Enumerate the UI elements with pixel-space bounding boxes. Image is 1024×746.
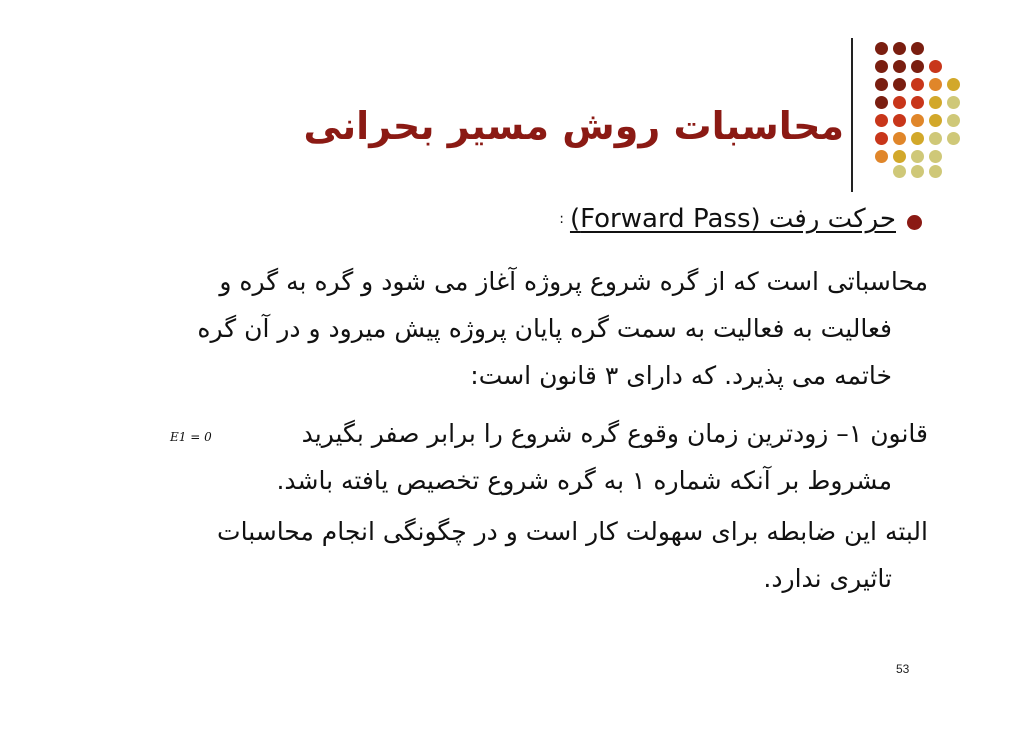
decorative-dot <box>947 132 960 145</box>
decorative-dot <box>929 96 942 109</box>
decorative-dot <box>875 114 888 127</box>
paragraph-line: محاسباتی است که از گره شروع پروژه آغاز می شود و گره به گره و <box>219 267 928 296</box>
decorative-dot <box>893 150 906 163</box>
decorative-dot <box>929 60 942 73</box>
bullet-colon: : <box>559 211 564 228</box>
bullet-heading-text: حرکت رفت (Forward Pass) <box>569 204 896 234</box>
decorative-dot <box>911 78 924 91</box>
paragraph-note <box>217 508 928 602</box>
decorative-dot <box>875 96 888 109</box>
decorative-dot <box>893 60 906 73</box>
decorative-dot <box>911 96 924 109</box>
page-number: 53 <box>896 662 910 676</box>
decorative-dot <box>911 150 924 163</box>
decorative-dot <box>893 132 906 145</box>
decorative-dot <box>875 42 888 55</box>
decorative-dot <box>929 165 942 178</box>
slide-title: محاسبات روش مسير بحرانی <box>303 104 844 148</box>
paragraph-line: البته این ضابطه برای سهولت کار است و در چگونگی انجام محاسبات <box>217 517 928 546</box>
decorative-dot <box>875 78 888 91</box>
decorative-dot <box>911 60 924 73</box>
decorative-dot <box>875 60 888 73</box>
decorative-dot <box>929 114 942 127</box>
paragraph-line: خاتمه می پذیرد. که دارای ۳ قانون است: <box>470 361 892 390</box>
decorative-dot <box>947 114 960 127</box>
decorative-dot <box>947 78 960 91</box>
title-divider-line <box>851 38 853 192</box>
decorative-dot <box>893 78 906 91</box>
decorative-dot <box>875 150 888 163</box>
decorative-dot <box>893 42 906 55</box>
decorative-dot <box>893 114 906 127</box>
decorative-dot <box>947 96 960 109</box>
decorative-dot <box>929 132 942 145</box>
bullet-icon <box>907 215 922 230</box>
decorative-dot <box>929 150 942 163</box>
decorative-dot <box>929 78 942 91</box>
bullet-heading <box>559 203 896 237</box>
paragraph-rule-1 <box>276 410 928 504</box>
paragraph-line: فعالیت به فعالیت به سمت گره پایان پروژه پیش میرود و در آن گره <box>197 314 892 343</box>
formula-e1-equals-zero: E1 = 0 <box>170 430 212 444</box>
decorative-dot <box>911 165 924 178</box>
decorative-dot <box>911 42 924 55</box>
paragraph-line: قانون ۱– زودترین زمان وقوع گره شروع را برابر صفر بگیرید <box>301 419 928 448</box>
decorative-dot-grid <box>0 0 1024 200</box>
decorative-dot <box>875 132 888 145</box>
paragraph-line: تاثیری ندارد. <box>763 564 892 593</box>
decorative-dot <box>911 114 924 127</box>
decorative-dot <box>911 132 924 145</box>
decorative-dot <box>893 96 906 109</box>
paragraph-forward-pass <box>197 258 928 399</box>
paragraph-line: مشروط بر آنکه شماره ۱ به گره شروع تخصیص یافته باشد. <box>276 466 892 495</box>
decorative-dot <box>893 165 906 178</box>
